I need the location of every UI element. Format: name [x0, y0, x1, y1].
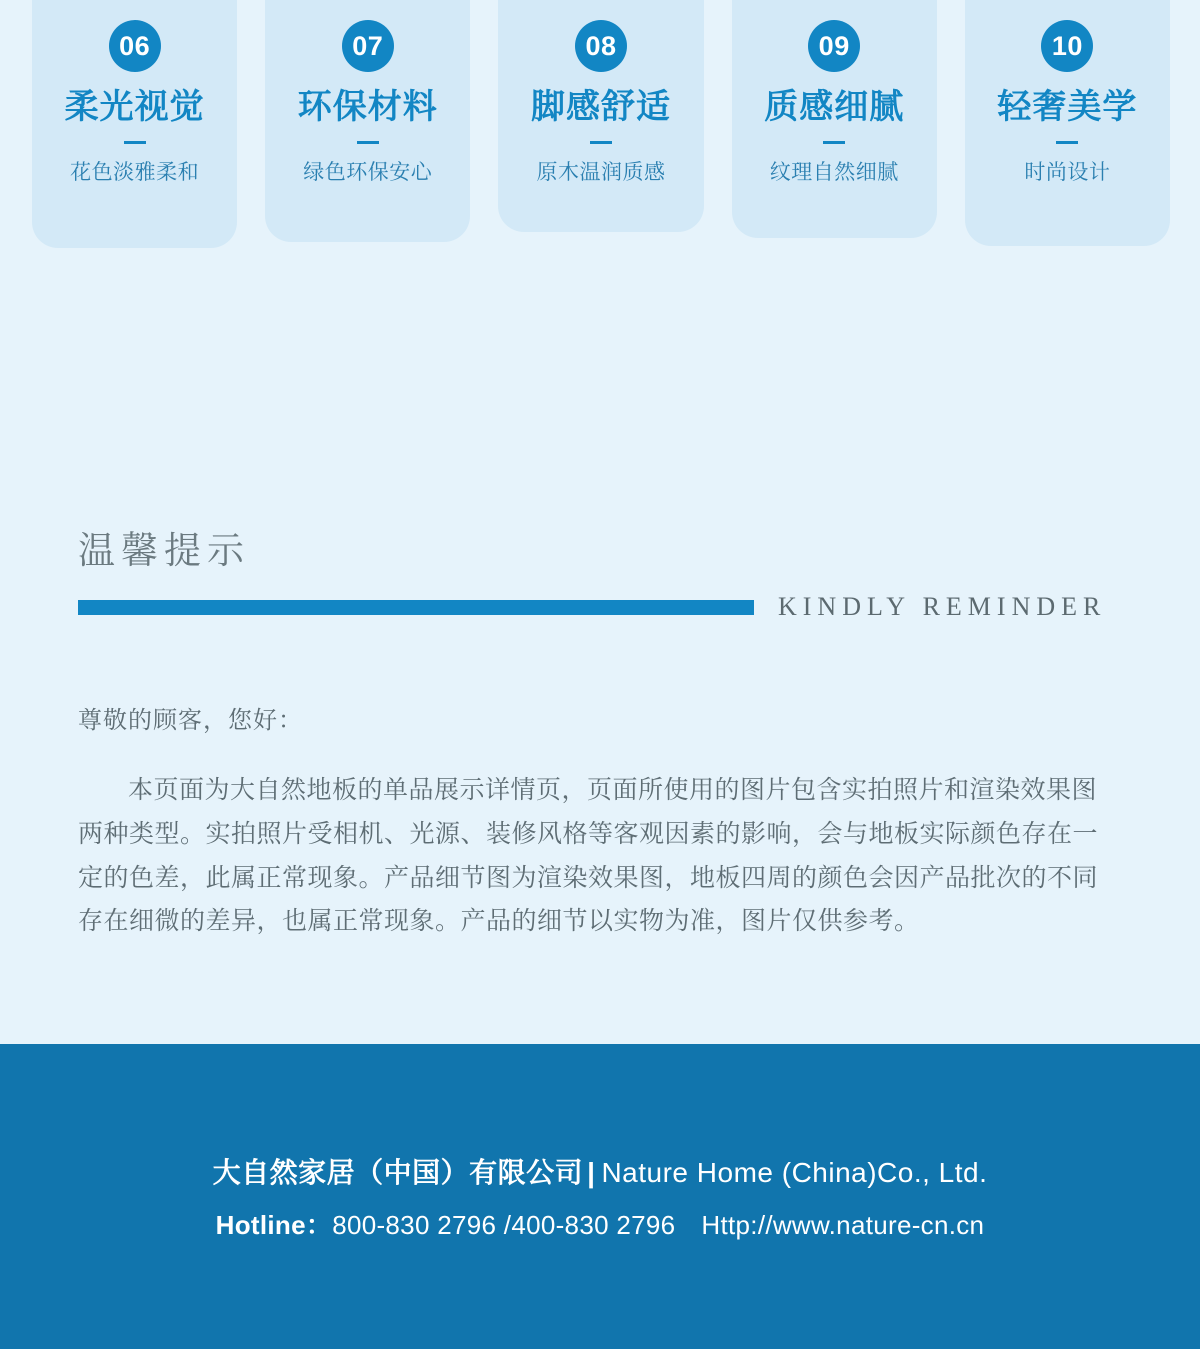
feature-title: 环保材料	[297, 88, 438, 126]
footer-contact-line	[216, 1205, 985, 1242]
divider-dash-icon	[124, 141, 146, 144]
feature-subtitle: 绿色环保安心	[303, 161, 433, 185]
footer-company-cn: 大自然家居（中国）有限公司	[212, 1157, 584, 1188]
footer-website-link[interactable]: Http://www.nature-cn.cn	[701, 1210, 985, 1240]
divider-dash-icon	[590, 141, 612, 144]
reminder-rule-row	[78, 592, 1122, 622]
feature-number-badge: 09	[808, 20, 860, 72]
reminder-greeting: 尊敬的顾客，您好：	[78, 707, 303, 734]
feature-title: 轻奢美学	[997, 88, 1138, 126]
footer-company-en: Nature Home (China)Co., Ltd.	[601, 1157, 988, 1188]
feature-title: 脚感舒适	[531, 88, 671, 126]
kindly-reminder-section	[0, 520, 1200, 944]
reminder-title-en: KINDLY REMINDER	[778, 592, 1107, 621]
feature-title: 质感细腻	[764, 88, 905, 126]
feature-card-strip	[0, 0, 1200, 258]
feature-subtitle: 时尚设计	[1024, 161, 1111, 185]
feature-title: 柔光视觉	[64, 88, 205, 126]
feature-subtitle: 纹理自然细腻	[769, 161, 899, 185]
feature-number-badge: 08	[575, 20, 627, 72]
feature-card	[265, 0, 470, 242]
feature-card	[498, 0, 703, 232]
divider-dash-icon	[823, 141, 845, 144]
feature-subtitle: 原木温润质感	[536, 161, 666, 185]
reminder-title-cn: 温馨提示	[78, 530, 250, 571]
feature-card	[965, 0, 1170, 246]
feature-number-badge: 06	[109, 20, 161, 72]
reminder-accent-bar	[78, 600, 754, 615]
page-footer	[0, 1044, 1200, 1349]
feature-subtitle: 花色淡雅柔和	[70, 161, 200, 185]
footer-separator: |	[587, 1157, 596, 1188]
footer-company-line	[213, 1151, 988, 1191]
feature-number-badge: 10	[1041, 20, 1093, 72]
divider-dash-icon	[357, 141, 379, 144]
divider-dash-icon	[1056, 141, 1078, 144]
feature-card	[732, 0, 937, 238]
feature-number-badge: 07	[342, 20, 394, 72]
reminder-body-text: 本页面为大自然地板的单品展示详情页，页面所使用的图片包含实拍照片和渲染效果图两种类型。实拍照片受相机、光源、装修风格等客观因素的影响，会与地板实际颜色存在一定的色差，此属正常现象。产品细节图为渲染效果图，地板四周的颜色会因产品批次的不同存在细微的差异，也属正常现象。产品的细节以实物为准，图片仅供参考。	[78, 776, 1099, 936]
footer-hotline-value: 800-830 2796 /400-830 2796	[332, 1210, 676, 1240]
footer-hotline-label: Hotline：	[215, 1210, 333, 1240]
feature-card	[32, 0, 237, 248]
